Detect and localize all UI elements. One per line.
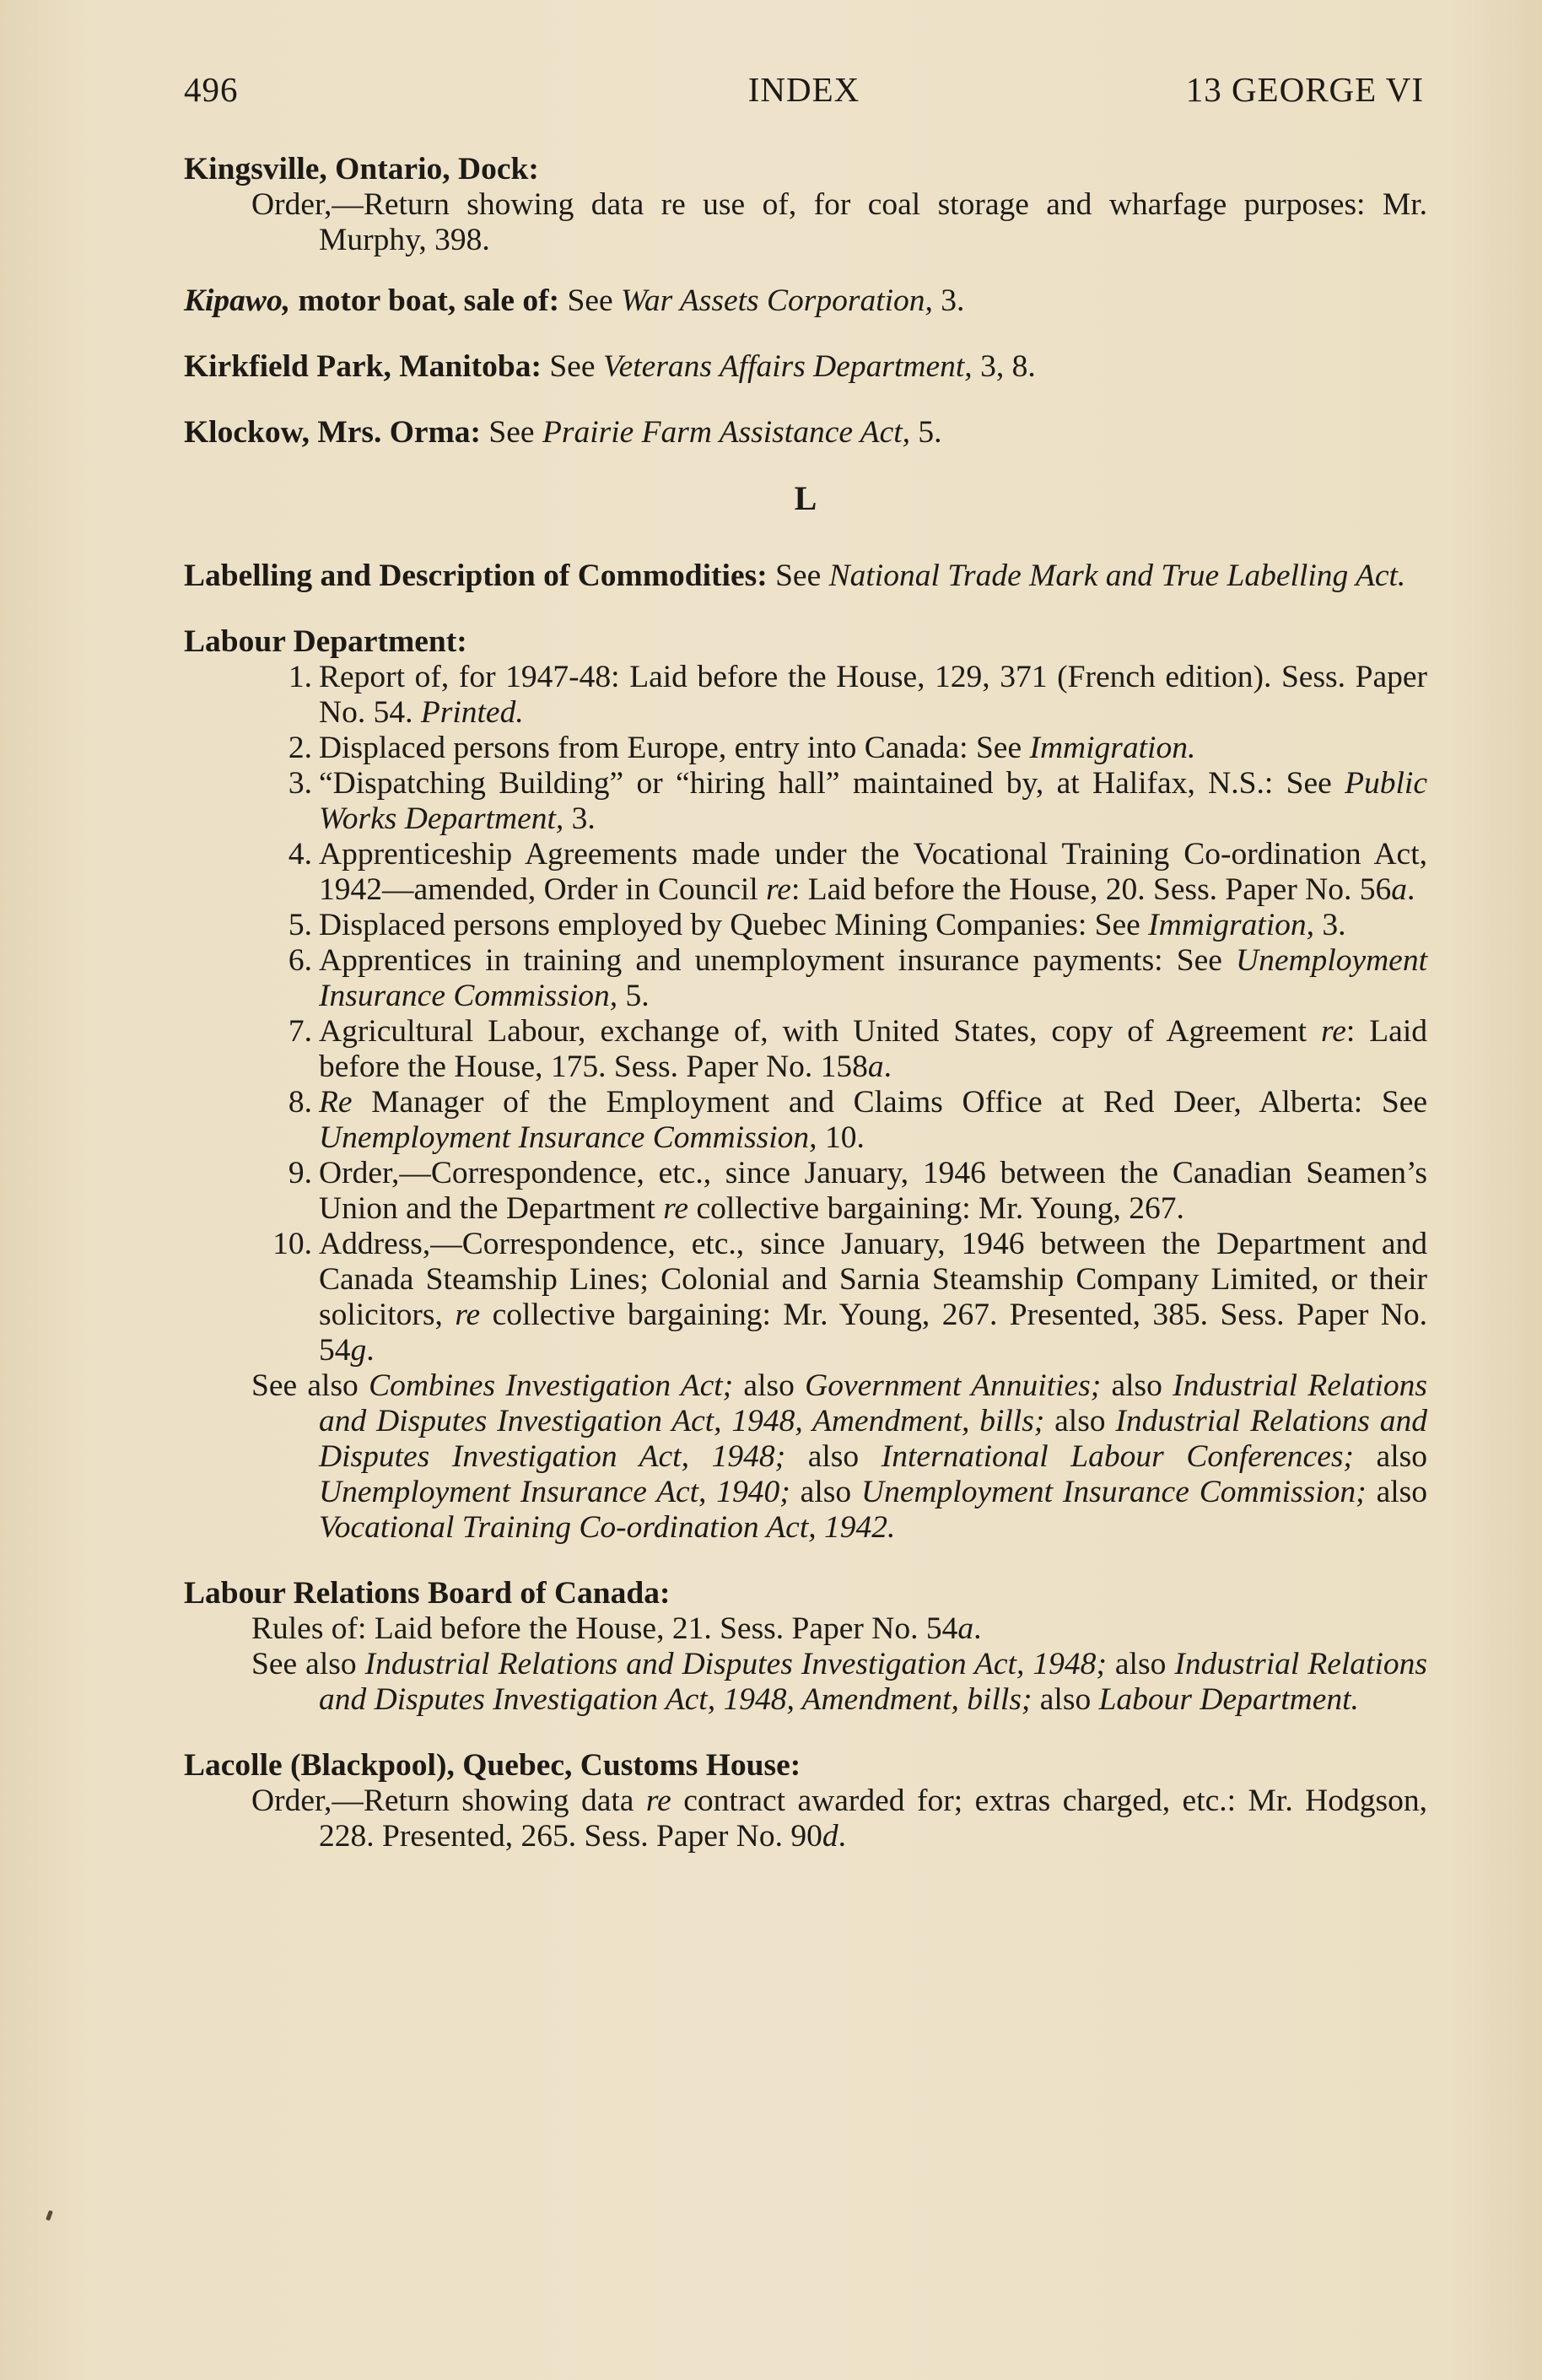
- item-number: 1.: [288, 660, 312, 694]
- item-text: Displaced persons from Europe, entry into Canada: See: [319, 731, 1030, 765]
- item-italic: a: [867, 1050, 884, 1084]
- entry-heading: Kingsville, Ontario, Dock:: [184, 152, 539, 186]
- list-item: [184, 766, 1427, 837]
- item-number: 10.: [272, 1227, 312, 1261]
- reference-number: 3.: [932, 283, 965, 318]
- index-entry-labour-relations-board: [184, 1576, 1427, 1718]
- index-entry-labelling: [184, 559, 1427, 594]
- list-item: [184, 1085, 1427, 1156]
- entry-italic: d: [822, 1819, 838, 1854]
- entry-italic: a: [957, 1611, 974, 1646]
- item-number: 8.: [288, 1085, 312, 1120]
- entry-heading: Klockow, Mrs. Orma:: [184, 415, 482, 450]
- regnal-year: 13 GEORGE VI: [1185, 70, 1424, 109]
- entry-italic: re: [645, 1784, 671, 1818]
- item-italic: Printed.: [420, 695, 524, 730]
- see-label: See: [559, 283, 622, 318]
- item-text: “Dispatching Building” or “hiring hall” maintained by, at Halifax, N.S.: See: [319, 766, 1345, 801]
- entry-text: .: [973, 1611, 982, 1646]
- see-also-block: [184, 1368, 1427, 1546]
- entry-heading: Lacolle (Blackpool), Quebec, Customs House:: [184, 1748, 801, 1783]
- see-label: See also: [251, 1368, 369, 1403]
- index-entry-kirkfield: [184, 349, 1427, 385]
- item-italic: Re: [319, 1085, 353, 1120]
- cross-reference: Unemployment Insurance Commission;: [860, 1475, 1367, 1509]
- index-entry-kingsville: [184, 152, 1427, 258]
- see-label: also: [1032, 1682, 1099, 1717]
- item-number: 4.: [288, 837, 312, 872]
- item-text: : Laid before the House, 20. Sess. Paper No. 56: [790, 872, 1392, 907]
- entry-heading: Kirkfield Park, Manitoba:: [184, 349, 542, 384]
- see-label: See: [767, 559, 829, 593]
- entry-heading-italic: Kipawo,: [184, 283, 291, 318]
- entry-line: [184, 1611, 1427, 1647]
- item-italic: Public Works Department,: [319, 766, 1427, 836]
- see-label: also: [1106, 1647, 1175, 1681]
- item-text: 10.: [817, 1120, 865, 1155]
- list-item: [184, 1014, 1427, 1085]
- item-italic: g: [350, 1333, 367, 1368]
- entry-line: [184, 1784, 1427, 1854]
- item-italic: re: [663, 1191, 689, 1226]
- cross-reference: Industrial Relations and Disputes Investigation Act, 1948;: [319, 1404, 1427, 1474]
- cross-reference: Industrial Relations and Disputes Investigation Act, 1948, Amendment, bills;: [319, 1368, 1427, 1438]
- running-title: INDEX: [747, 70, 860, 109]
- item-italic: re: [455, 1298, 481, 1332]
- item-text: collective bargaining: Mr. Young, 267.: [688, 1191, 1184, 1226]
- cross-reference: Prairie Farm Assistance Act,: [542, 415, 911, 450]
- cross-reference: Industrial Relations and Disputes Investigation Act, 1948, Amendment, bills;: [319, 1647, 1427, 1717]
- see-label: See: [541, 349, 603, 384]
- entry-text: .: [838, 1819, 846, 1854]
- index-entry-lacolle: [184, 1748, 1427, 1854]
- item-italic: Immigration.: [1029, 731, 1196, 765]
- entry-heading: Labour Department:: [184, 624, 467, 659]
- see-label: also: [1353, 1439, 1427, 1474]
- item-italic: Immigration,: [1148, 908, 1315, 942]
- ink-speck: [46, 2210, 53, 2221]
- item-text: .: [883, 1050, 892, 1084]
- entry-heading: Labelling and Description of Commodities:: [184, 559, 768, 593]
- cross-reference: Labour Department.: [1098, 1682, 1359, 1717]
- item-text: Agricultural Labour, exchange of, with United States, copy of Agreement: [319, 1014, 1321, 1049]
- item-number: 6.: [288, 943, 312, 978]
- see-label: also: [1101, 1368, 1173, 1403]
- entry-heading: motor boat, sale of:: [290, 283, 560, 318]
- reference-number: 5.: [910, 415, 942, 450]
- item-text: Address,—Correspondence, etc., since January, 1946 between the Department and Canada Steamship Lines; Colonial and Sarnia Steamship Company Limited, or their solicitors,: [319, 1227, 1427, 1332]
- index-entry-labour-department: [184, 624, 1427, 1546]
- list-item: [184, 660, 1427, 731]
- list-item: [184, 908, 1427, 943]
- item-italic: re: [1321, 1014, 1346, 1049]
- cross-reference: War Assets Corporation,: [621, 283, 933, 318]
- see-label: also: [733, 1368, 806, 1403]
- item-number: 3.: [288, 766, 312, 801]
- cross-reference: Veterans Affairs Department,: [602, 349, 973, 384]
- item-text: Apprenticeship Agreements made under the Vocational Training Co-ordination Act, 1942—amended, Order in Council: [319, 837, 1427, 907]
- cross-reference: Vocational Training Co-ordination Act, 1942.: [319, 1510, 896, 1545]
- see-label: also: [1366, 1475, 1427, 1509]
- see-label: See also: [251, 1647, 365, 1681]
- list-item: [184, 837, 1427, 908]
- item-text: .: [1407, 872, 1415, 907]
- item-text: collective bargaining: Mr. Young, 267. Presented, 385. Sess. Paper No. 54: [319, 1298, 1428, 1368]
- item-text: .: [366, 1333, 375, 1368]
- cross-reference: National Trade Mark and True Labelling Act.: [828, 559, 1406, 593]
- item-text: 5.: [617, 979, 650, 1013]
- item-text: : Laid before the House, 175. Sess. Paper No. 158: [319, 1014, 1428, 1084]
- cross-reference: International Labour Conferences;: [881, 1439, 1354, 1474]
- item-italic: a: [1391, 872, 1408, 907]
- item-italic: Unemployment Insurance Commission,: [319, 943, 1427, 1013]
- item-number: 5.: [288, 908, 312, 942]
- list-item: [184, 1156, 1427, 1227]
- item-number: 9.: [288, 1156, 312, 1190]
- section-letter: L: [794, 479, 817, 517]
- item-italic: re: [766, 872, 791, 907]
- page-number: 496: [184, 70, 239, 109]
- item-text: 3.: [563, 801, 596, 836]
- index-entry-klockow: [184, 415, 1427, 451]
- page-header: [184, 69, 1424, 111]
- see-label: also: [785, 1439, 882, 1474]
- see-label: also: [790, 1475, 861, 1509]
- see-label: See: [481, 415, 542, 450]
- item-text: Apprentices in training and unemployment insurance payments: See: [319, 943, 1236, 978]
- entry-line: [184, 187, 1427, 258]
- item-number: 2.: [288, 731, 312, 765]
- reference-number: 3, 8.: [972, 349, 1036, 384]
- see-label: also: [1044, 1404, 1116, 1438]
- see-also-block: [184, 1647, 1427, 1718]
- cross-reference: Combines Investigation Act;: [369, 1368, 734, 1403]
- index-entry-kipawo: [184, 283, 1427, 319]
- entry-text: Order,—Return showing data re use of, for coal storage and wharfage purposes: Mr. Murphy, 398.: [251, 187, 1427, 257]
- item-text: Report of, for 1947-48: Laid before the House, 129, 371 (French edition). Sess. Paper No. 54.: [319, 660, 1427, 730]
- item-number: 7.: [288, 1014, 312, 1049]
- item-text: Displaced persons employed by Quebec Mining Companies: See: [319, 908, 1149, 942]
- item-text: Manager of the Employment and Claims Office at Red Deer, Alberta: See: [352, 1085, 1427, 1120]
- index-body: [184, 152, 1427, 1885]
- item-text: Order,—Correspondence, etc., since January, 1946 between the Canadian Seamen’s Union and the Department: [319, 1156, 1427, 1226]
- list-item: [184, 1227, 1427, 1368]
- cross-reference: Industrial Relations and Disputes Investigation Act, 1948;: [364, 1647, 1107, 1681]
- entry-text: Rules of: Laid before the House, 21. Sess. Paper No. 54: [251, 1611, 958, 1646]
- entry-text: Order,—Return showing data: [251, 1784, 646, 1818]
- cross-reference: Unemployment Insurance Act, 1940;: [319, 1475, 790, 1509]
- list-item: [184, 731, 1427, 766]
- entry-heading: Labour Relations Board of Canada:: [184, 1576, 671, 1611]
- item-italic: Unemployment Insurance Commission,: [319, 1120, 817, 1155]
- item-text: 3.: [1314, 908, 1346, 942]
- entry-text: contract awarded for; extras charged, etc.: Mr. Hodgson, 228. Presented, 265. Sess. Paper No. 90: [319, 1784, 1427, 1854]
- cross-reference: Government Annuities;: [805, 1368, 1102, 1403]
- list-item: [184, 943, 1427, 1014]
